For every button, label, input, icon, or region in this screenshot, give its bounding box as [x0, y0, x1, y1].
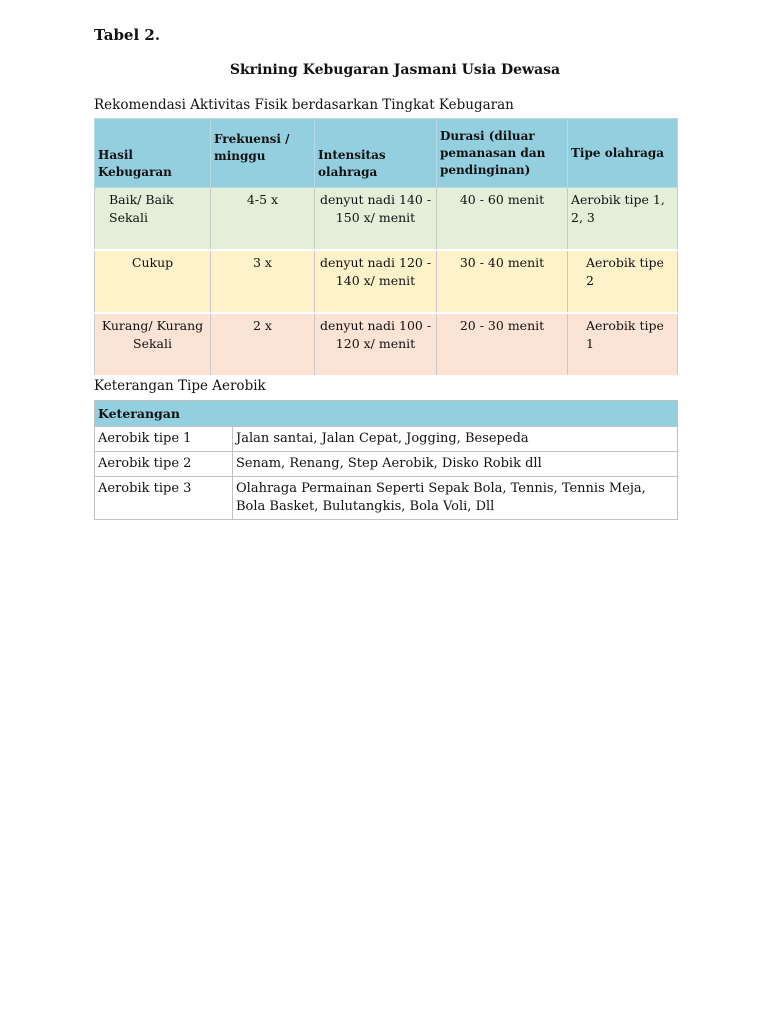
table-header-row [95, 401, 678, 427]
cell-frekuensi: 3 x [211, 250, 315, 313]
cell-durasi: 20 - 30 menit [437, 313, 568, 375]
cell-intensitas: denyut nadi 120 - 140 x/ menit [315, 250, 437, 313]
table-row [95, 313, 678, 375]
table-row [95, 477, 678, 520]
header-keterangan: Keterangan [95, 401, 678, 427]
recommendation-caption: Rekomendasi Aktivitas Fisik berdasarkan Tingkat Kebugaran [94, 97, 514, 113]
cell-frekuensi: 2 x [211, 313, 315, 375]
header-durasi: Durasi (diluar pemanasan dan pendinginan) [437, 119, 568, 188]
cell-tipe: Aerobik tipe 1 [568, 313, 678, 375]
header-frekuensi: Frekuensi / minggu [211, 119, 315, 188]
page-title: Skrining Kebugaran Jasmani Usia Dewasa [229, 62, 561, 78]
table-row [95, 250, 678, 313]
table-row [95, 427, 678, 452]
cell-aerobic-description: Senam, Renang, Step Aerobik, Disko Robik dll [233, 452, 678, 477]
cell-aerobic-type: Aerobik tipe 2 [95, 452, 233, 477]
cell-durasi: 30 - 40 menit [437, 250, 568, 313]
cell-aerobic-description: Jalan santai, Jalan Cepat, Jogging, Besepeda [233, 427, 678, 452]
cell-tipe: Aerobik tipe 2 [568, 250, 678, 313]
recommendation-table [94, 118, 678, 375]
aerobic-caption: Keterangan Tipe Aerobik [94, 378, 266, 394]
cell-hasil: Cukup [95, 250, 211, 313]
table-header-row [95, 119, 678, 188]
cell-aerobic-type: Aerobik tipe 1 [95, 427, 233, 452]
aerobic-table [94, 400, 678, 520]
cell-aerobic-type: Aerobik tipe 3 [95, 477, 233, 520]
table-row [95, 188, 678, 251]
cell-aerobic-description: Olahraga Permainan Seperti Sepak Bola, Tennis, Tennis Meja, Bola Basket, Bulutangkis, Bola Voli, Dll [233, 477, 678, 520]
cell-hasil: Kurang/ Kurang Sekali [95, 313, 211, 375]
table-label: Tabel 2. [94, 26, 161, 44]
cell-tipe: Aerobik tipe 1, 2, 3 [568, 188, 678, 251]
header-hasil-kebugaran: Hasil Kebugaran [95, 119, 211, 188]
cell-frekuensi: 4-5 x [211, 188, 315, 251]
cell-durasi: 40 - 60 menit [437, 188, 568, 251]
cell-hasil: Baik/ Baik Sekali [95, 188, 211, 251]
cell-intensitas: denyut nadi 100 - 120 x/ menit [315, 313, 437, 375]
cell-intensitas: denyut nadi 140 - 150 x/ menit [315, 188, 437, 251]
table-row [95, 452, 678, 477]
header-tipe-olahraga: Tipe olahraga [568, 119, 678, 188]
header-intensitas: Intensitas olahraga [315, 119, 437, 188]
